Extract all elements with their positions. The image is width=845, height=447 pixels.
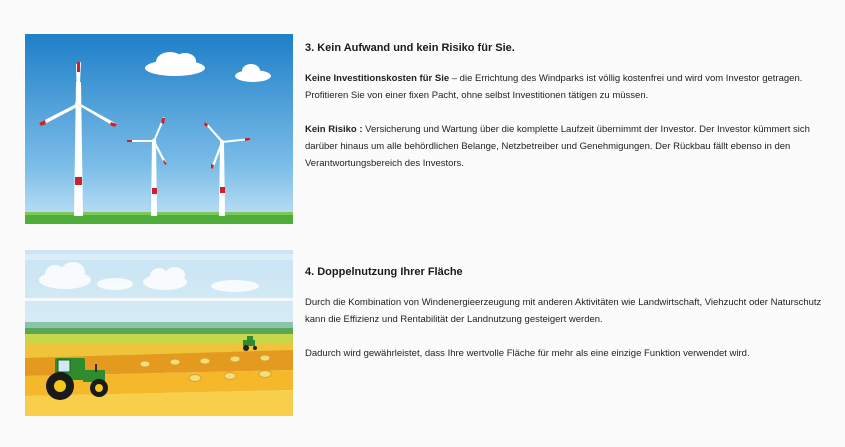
paragraph-body: Versicherung und Wartung über die komplette Laufzeit übernimmt der Investor. Der Investor kümmert sich darüber hinaus um alle behördlichen Belange, Netzbetreiber und Genehmigungen. Der Rückbau fällt ebenso in den Verantwortungsbereich des Investors. xyxy=(305,124,810,169)
paragraph-lead: Kein Risiko : xyxy=(305,124,363,135)
section-text xyxy=(305,250,825,379)
section-heading: 4. Doppelnutzung Ihrer Fläche xyxy=(305,266,463,278)
paragraph-investment xyxy=(305,70,825,104)
section-text xyxy=(305,34,825,189)
wind-turbines-illustration xyxy=(25,34,293,224)
section-no-risk xyxy=(0,34,845,224)
section-heading: 3. Kein Aufwand und kein Risiko für Sie. xyxy=(305,42,515,54)
farm-tractor-illustration xyxy=(25,250,293,416)
paragraph-risk xyxy=(305,121,825,172)
section-dual-use xyxy=(0,250,845,420)
paragraph-lead: Keine Investitionskosten für Sie xyxy=(305,73,450,84)
paragraph-body: – die Errichtung des Windparks ist völlig kostenfrei und wird vom Investor getragen. Profitieren Sie von einer fixen Pacht, ohne selbst Investitionen tätigen zu müssen. xyxy=(305,73,803,101)
paragraph-combination: Durch die Kombination von Windenergieerzeugung mit anderen Aktivitäten wie Landwirtschaft, Viehzucht oder Naturschutz kann die Effizienz und Rentabilität der Landnutzung gesteigert werden. xyxy=(305,297,822,325)
paragraph-guarantee: Dadurch wird gewährleistet, dass Ihre wertvolle Fläche für mehr als eine einzige Funktion verwendet wird. xyxy=(305,348,750,359)
